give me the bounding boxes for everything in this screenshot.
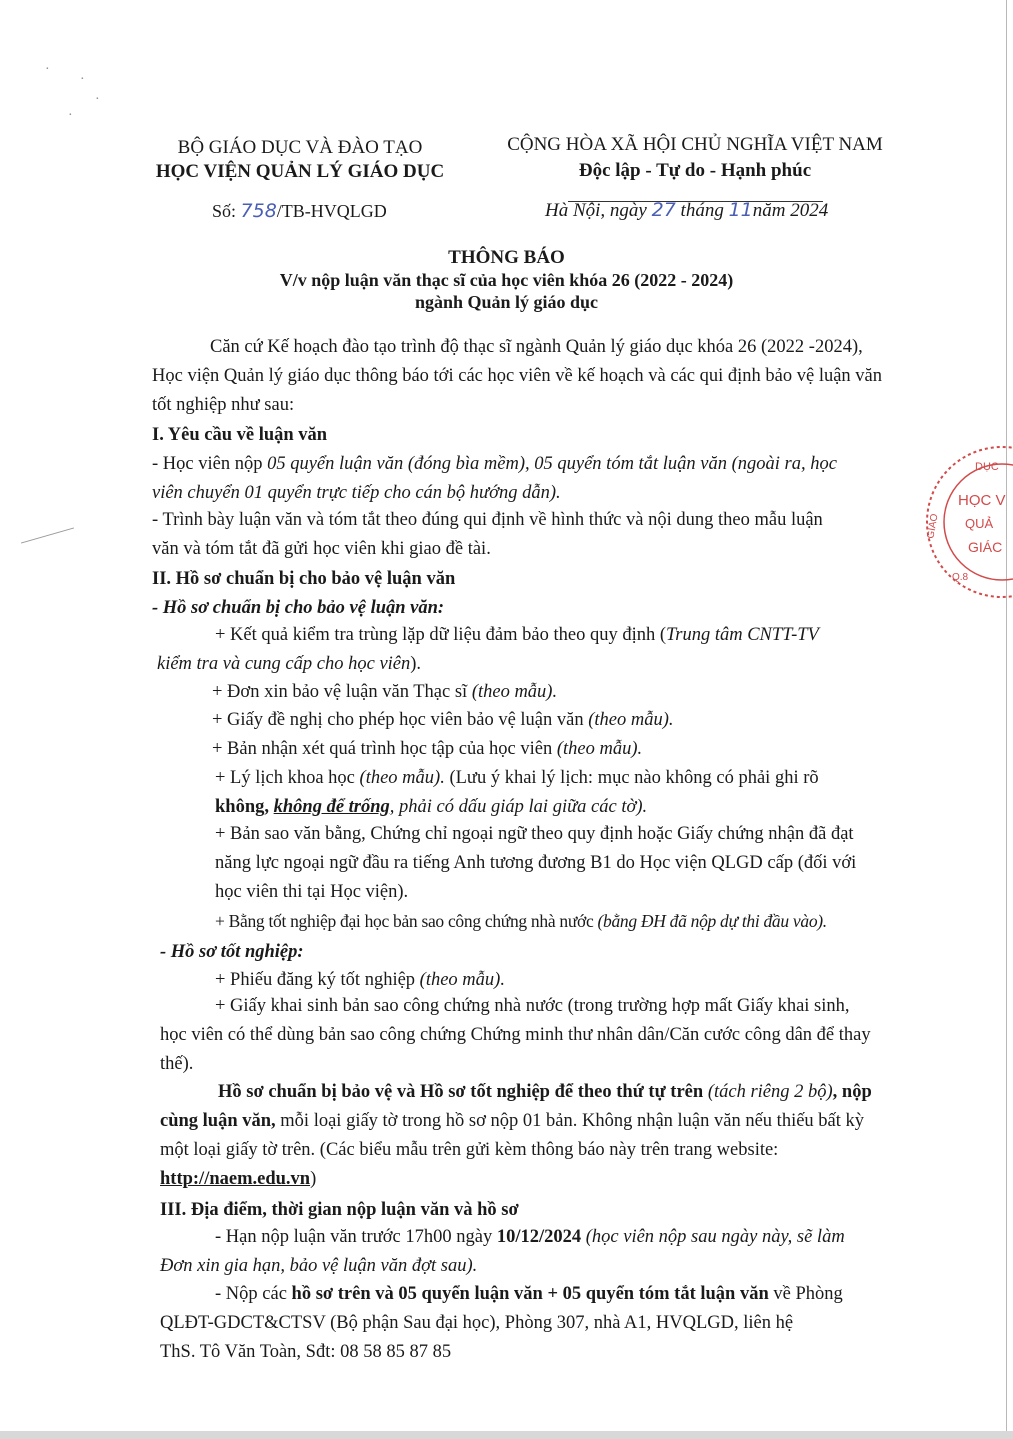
- handwritten-number: 758: [240, 200, 277, 222]
- stamp-text-line3: GIÁC: [968, 539, 1003, 555]
- stamp-text-line1: HỌC V: [958, 492, 1006, 509]
- section-2-heading: II. Hồ sơ chuẩn bị cho bảo vệ luận văn: [152, 569, 456, 589]
- scan-speck: ·: [95, 92, 100, 107]
- stamp-text-top: DỤC: [975, 461, 999, 473]
- note-line-3: một loại giấy tờ trên. (Các biểu mẫu trên gửi kèm thông báo này trên trang website:: [160, 1140, 779, 1160]
- notice-subject: V/v nộp luận văn thạc sĩ của học viên khóa 26 (2022 - 2024): [279, 270, 734, 290]
- intro-line-3: tốt nghiệp như sau:: [152, 395, 295, 415]
- item-5: + Lý lịch khoa học (theo mẫu). (Lưu ý khai lý lịch: mục nào không có phải ghi rõ: [215, 768, 819, 788]
- section-1-item-a: - Học viên nộp 05 quyển luận văn (đóng bìa mềm), 05 quyển tóm tắt luận văn (ngoài ra, học: [152, 454, 837, 474]
- document-date: Hà Nội, ngày 27 tháng 11năm 2024: [545, 199, 829, 221]
- item-1: + Kết quả kiểm tra trùng lặp dữ liệu đảm bảo theo quy định (Trung tâm CNTT-TV: [215, 625, 819, 645]
- scan-mark: [21, 527, 74, 543]
- handwritten-month: 11: [728, 199, 753, 221]
- item-5-cont: không, không để trống, phải có dấu giáp lai giữa các tờ).: [215, 797, 648, 817]
- scan-speck: ·: [80, 72, 85, 87]
- item-7: + Bằng tốt nghiệp đại học bản sao công chứng nhà nước (bằng ĐH đã nộp dự thi đầu vào).: [215, 911, 827, 931]
- document-number: Số: 758/TB-HVQLGD: [212, 200, 387, 222]
- ministry-name: BỘ GIÁO DỤC VÀ ĐÀO TẠO: [177, 137, 423, 158]
- item-6-cont-1: năng lực ngoại ngữ đầu ra tiếng Anh tương đương B1 do Học viện QLGD cấp (đối với: [215, 853, 857, 873]
- deadline-line-cont: Đơn xin gia hạn, bảo vệ luận văn đợt sau).: [160, 1256, 478, 1276]
- header-left: [150, 136, 450, 184]
- stamp-text-left: GIÁO: [925, 512, 941, 540]
- submit-line: - Nộp các hồ sơ trên và 05 quyển luận văn + 05 quyển tóm tắt luận văn về Phòng: [215, 1284, 843, 1304]
- contact-line: ThS. Tô Văn Toàn, Sđt: 08 58 85 87 85: [160, 1342, 452, 1362]
- republic-name: CỘNG HÒA XÃ HỘI CHỦ NGHĨA VIỆT NAM: [507, 134, 883, 155]
- note-line-2: cùng luận văn, mỗi loại giấy tờ trong hồ sơ nộp 01 bản. Không nhận luận văn nếu thiếu bất kỳ: [160, 1111, 865, 1131]
- handwritten-day: 27: [651, 199, 676, 221]
- stamp-text-bottom: Q.8: [952, 572, 969, 583]
- submit-line-cont: QLĐT-GDCT&CTSV (Bộ phận Sau đại học), Phòng 307, nhà A1, HVQLGD, liên hệ: [160, 1313, 794, 1333]
- section-2-sub-2: - Hồ sơ tốt nghiệp:: [160, 942, 304, 962]
- intro-line-2: Học viện Quản lý giáo dục thông báo tới các học viên về kế hoạch và các qui định bảo vệ luận văn: [152, 366, 883, 386]
- item-6-cont-2: học viên thi tại Học viện).: [215, 882, 409, 902]
- page-edge-bottom: [0, 1431, 1013, 1439]
- item-4: + Bản nhận xét quá trình học tập của học viên (theo mẫu).: [212, 739, 643, 759]
- intro-line-1: Căn cứ Kế hoạch đào tạo trình độ thạc sĩ ngành Quản lý giáo dục khóa 26 (2022 -2024),: [210, 337, 863, 357]
- section-1-item-a-cont: viên chuyển 01 quyển trực tiếp cho cán bộ hướng dẫn).: [152, 483, 561, 503]
- stamp-text-line2: QUẢ: [965, 516, 994, 531]
- section-1-heading: I. Yêu cầu về luận văn: [152, 425, 328, 445]
- grad-item-2-cont-2: thế).: [160, 1054, 194, 1074]
- motto: Độc lập - Tự do - Hạnh phúc: [578, 160, 812, 181]
- section-3-heading: III. Địa điểm, thời gian nộp luận văn và hồ sơ: [160, 1200, 519, 1220]
- scan-speck: ·: [45, 62, 50, 77]
- institute-stamp: [920, 440, 1013, 605]
- item-6: + Bản sao văn bằng, Chứng chỉ ngoại ngữ theo quy định hoặc Giấy chứng nhận đã đạt: [215, 824, 854, 844]
- page-edge-right: [1006, 0, 1007, 1439]
- item-1-cont: kiểm tra và cung cấp cho học viên).: [157, 654, 422, 674]
- section-2-sub-1: - Hồ sơ chuẩn bị cho bảo vệ luận văn:: [152, 598, 445, 618]
- notice-subject-2: ngành Quản lý giáo dục: [414, 292, 599, 312]
- note-line-1: Hồ sơ chuẩn bị bảo vệ và Hồ sơ tốt nghiệp để theo thứ tự trên (tách riêng 2 bộ), nộp: [218, 1082, 872, 1102]
- note-line-4: http://naem.edu.vn): [160, 1169, 317, 1189]
- deadline-line: - Hạn nộp luận văn trước 17h00 ngày 10/12/2024 (học viên nộp sau ngày này, sẽ làm: [215, 1227, 845, 1247]
- scan-speck: ·: [68, 108, 73, 123]
- section-1-item-b-cont: văn và tóm tắt đã gửi học viên khi giao đề tài.: [152, 539, 491, 559]
- website-link[interactable]: http://naem.edu.vn: [160, 1169, 311, 1189]
- grad-item-1: + Phiếu đăng ký tốt nghiệp (theo mẫu).: [215, 970, 505, 990]
- notice-title: THÔNG BÁO: [448, 247, 565, 268]
- grad-item-2-cont: học viên có thể dùng bản sao công chứng Chứng minh thư nhân dân/Căn cước công dân để thay: [160, 1025, 871, 1045]
- institute-name: HỌC VIỆN QUẢN LÝ GIÁO DỤC: [155, 161, 445, 182]
- item-2: + Đơn xin bảo vệ luận văn Thạc sĩ (theo mẫu).: [212, 682, 558, 702]
- grad-item-2: + Giấy khai sinh bản sao công chứng nhà nước (trong trường hợp mất Giấy khai sinh,: [215, 996, 850, 1016]
- section-1-item-b: - Trình bày luận văn và tóm tắt theo đúng qui định về hình thức và nội dung theo mẫu luận: [152, 510, 823, 530]
- item-3: + Giấy đề nghị cho phép học viên bảo vệ luận văn (theo mẫu).: [212, 710, 674, 730]
